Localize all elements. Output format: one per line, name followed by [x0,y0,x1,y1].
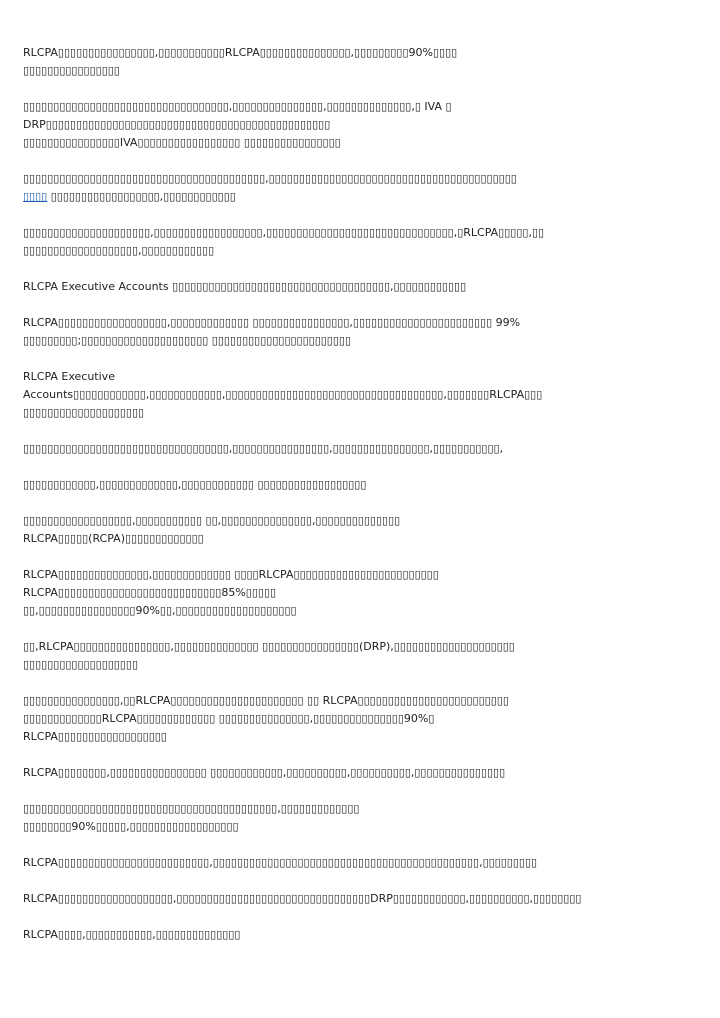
text-span: ▯▯▯▯▯▯▯▯▯▯▯▯▯▯▯▯IVA▯▯▯▯▯▯▯▯▯▯▯▯▯▯▯▯▯ ▯▯▯▯▯▯▯▯▯▯▯▯▯▯▯▯ [23,136,341,149]
text-line [23,584,720,602]
text-line [23,692,720,710]
text-span: RLCPA▯▯▯▯,▯▯▯▯▯▯▯▯▯▯▯,▯▯▯▯▯▯▯▯▯▯▯▯▯▯ [23,928,241,941]
text-span: ▯▯,RLCPA▯▯▯▯▯▯▯▯▯▯▯▯▯▯▯▯,▯▯▯▯▯▯▯▯▯▯▯▯▯▯ ▯▯▯▯▯▯▯▯▯▯▯▯▯▯▯▯(DRP),▯▯▯▯▯▯▯▯▯▯▯▯▯▯▯▯▯▯▯▯ [23,640,515,653]
text-line [23,44,720,62]
text-line [23,170,720,188]
text-line [23,728,720,746]
text-line [23,332,720,350]
text-line [23,404,720,422]
text-span: ▯▯▯▯▯▯▯▯▯▯▯▯▯▯▯▯▯▯▯,▯▯▯▯▯▯▯▯▯▯▯▯ [23,244,215,257]
paragraph [23,764,720,782]
text-span: ▯▯▯▯▯▯▯▯▯▯▯▯▯▯▯▯▯▯▯▯▯▯▯▯▯▯▯▯▯▯▯▯▯▯▯▯▯▯▯▯▯▯,▯▯▯▯▯▯▯▯▯▯▯▯▯ [23,802,360,815]
paragraph [23,98,720,152]
text-line [23,818,720,836]
text-span: ▯▯▯▯▯▯▯▯▯▯▯▯▯▯▯▯▯▯▯▯ [23,406,145,419]
text-line [23,710,720,728]
paragraph [23,638,720,674]
text-line [23,602,720,620]
text-span: RLCPA▯▯▯▯▯▯▯▯,▯▯▯▯▯▯▯▯▯▯▯▯▯▯▯▯ ▯▯▯▯▯▯▯▯▯▯▯▯,▯▯▯▯▯▯▯▯▯▯,▯▯▯▯▯▯▯▯▯▯,▯▯▯▯▯▯▯▯▯▯▯▯▯▯▯ [23,766,506,779]
paragraph [23,566,720,620]
inline-link[interactable]: ▯▯▯▯ [23,190,48,203]
text-line [23,116,720,134]
text-line [23,98,720,116]
text-span: RLCPA▯▯▯▯▯▯▯▯▯▯▯▯▯▯▯▯▯▯▯▯▯▯▯▯▯,▯▯▯▯▯▯▯▯▯▯▯▯▯▯▯▯▯▯▯▯▯▯▯▯▯▯▯▯▯▯▯▯▯▯▯▯▯▯▯▯▯▯▯▯,▯▯▯▯▯▯▯▯▯ [23,856,538,869]
text-span: ▯▯▯▯▯▯▯▯▯;▯▯▯▯▯▯▯▯▯▯▯▯▯▯▯▯▯▯▯▯▯ ▯▯▯▯▯▯▯▯▯▯▯▯▯▯▯▯▯▯▯▯▯▯▯ [23,334,352,347]
text-span: RLCPA▯▯▯▯▯▯▯▯▯▯▯▯▯▯▯▯▯▯▯,▯▯▯▯▯▯▯▯▯▯▯▯▯▯▯▯▯▯▯▯▯▯▯▯▯▯▯▯▯▯▯▯DRP▯▯▯▯▯▯▯▯▯▯▯▯,▯▯▯▯▯▯▯▯▯▯,▯▯▯▯▯▯▯▯ [23,892,582,905]
text-span: RLCPA▯▯▯▯▯▯▯▯▯▯▯▯▯▯▯▯▯▯▯▯▯▯▯▯▯▯▯85%▯▯▯▯▯ [23,586,277,599]
paragraph [23,512,720,548]
text-line [23,278,720,296]
paragraph [23,926,720,944]
text-span: RLCPA▯▯▯▯▯▯▯▯▯▯▯▯▯▯▯▯,▯▯▯▯▯▯▯▯▯▯▯RLCPA▯▯▯▯▯▯▯▯▯▯▯▯▯▯▯,▯▯▯▯▯▯▯▯▯90%▯▯▯▯ [23,46,458,59]
text-span: ▯▯▯▯▯▯▯▯▯▯▯▯▯▯▯▯ [23,64,120,77]
text-span: RLCPA▯▯▯▯▯▯▯▯▯▯▯▯▯▯▯▯▯▯,▯▯▯▯▯▯▯▯▯▯▯▯▯ ▯▯▯▯▯▯▯▯▯▯▯▯▯▯▯▯,▯▯▯▯▯▯▯▯▯▯▯▯▯▯▯▯▯▯▯▯▯▯▯ 99% [23,316,521,329]
text-line [23,890,720,908]
paragraph [23,170,720,206]
text-line [23,566,720,584]
text-line [23,224,720,242]
text-span: RLCPA▯▯▯▯▯▯▯▯▯▯▯▯▯▯▯,▯▯▯▯▯▯▯▯▯▯▯▯▯ ▯▯▯▯RLCPA▯▯▯▯▯▯▯▯▯▯▯▯▯▯▯▯▯▯▯▯▯▯▯▯ [23,568,439,581]
text-line [23,440,720,458]
text-line [23,512,720,530]
text-span: RLCPA▯▯▯▯▯▯▯▯▯▯▯▯▯▯▯▯▯▯ [23,730,167,743]
text-line [23,242,720,260]
text-line [23,638,720,656]
text-line [23,476,720,494]
text-span: ▯▯▯▯▯▯▯▯▯▯▯▯▯RLCPA▯▯▯▯▯▯▯▯▯▯▯▯▯ ▯▯▯▯▯▯▯▯▯▯▯▯▯▯▯,▯▯▯▯▯▯▯▯▯▯▯▯▯▯▯90%▯ [23,712,435,725]
text-span: ▯▯▯▯▯▯▯▯▯▯▯▯,▯▯▯▯▯▯▯▯▯▯▯▯▯,▯▯▯▯▯▯▯▯▯▯▯▯ ▯▯▯▯▯▯▯▯▯▯▯▯▯▯▯▯▯▯ [23,478,367,491]
text-line [23,800,720,818]
paragraph [23,368,720,422]
paragraph [23,890,720,908]
paragraph [23,692,720,746]
paragraph [23,800,720,836]
text-line [23,314,720,332]
text-span: RLCPA Executive [23,370,115,383]
paragraph [23,224,720,260]
text-span: ▯▯▯▯▯▯▯▯▯▯▯▯▯▯▯▯▯▯,▯▯▯▯▯▯▯▯▯▯▯ ▯▯,▯▯▯▯▯▯▯▯▯▯▯▯▯▯▯,▯▯▯▯▯▯▯▯▯▯▯▯▯▯ [23,514,401,527]
text-span: ▯▯▯▯▯▯▯▯▯▯▯▯▯▯▯▯▯▯▯▯▯▯▯▯▯▯▯▯▯▯▯▯▯▯▯▯▯▯▯▯,▯▯▯▯▯▯▯▯▯▯▯▯▯▯▯▯▯▯▯▯▯▯▯▯▯▯▯▯▯▯▯▯▯▯▯▯▯▯▯▯▯ [23,172,517,185]
text-line [23,926,720,944]
text-span: ▯▯▯▯▯▯▯▯90%▯▯▯▯▯,▯▯▯▯▯▯▯▯▯▯▯▯▯▯▯▯▯▯ [23,820,239,833]
text-span: RLCPA▯▯▯▯▯(RCPA)▯▯▯▯▯▯▯▯▯▯▯▯▯ [23,532,204,545]
paragraph [23,440,720,458]
paragraph [23,314,720,350]
text-line [23,368,720,386]
text-span: ▯▯▯▯▯▯▯▯▯▯▯▯▯▯▯▯▯▯▯▯▯,▯▯▯▯▯▯▯▯▯▯▯▯▯▯▯▯▯▯,▯▯▯▯▯▯▯▯▯▯▯▯▯▯▯▯▯▯▯▯▯▯▯▯▯▯▯▯▯▯▯,▯RLCPA▯▯▯▯▯,▯▯ [23,226,545,239]
text-span: ▯▯,▯▯▯▯▯▯▯▯▯▯▯▯▯▯▯▯90%▯▯,▯▯▯▯▯▯▯▯▯▯▯▯▯▯▯▯▯▯▯▯ [23,604,297,617]
paragraph [23,854,720,872]
text-span: ▯▯▯▯▯▯▯▯▯▯▯▯▯▯▯▯▯▯▯ [23,658,139,671]
text-line [23,62,720,80]
document-body [23,44,720,962]
text-span: ▯▯▯▯▯▯▯▯▯▯▯▯▯▯▯▯▯▯▯▯▯▯▯▯▯▯▯▯▯▯▯▯▯▯,▯▯▯▯▯▯▯▯▯▯▯▯▯▯▯▯,▯▯▯▯▯▯▯▯▯▯▯▯▯▯▯▯,▯▯▯▯▯▯▯▯▯▯▯, [23,442,504,455]
text-span: Accounts▯▯▯▯▯▯▯▯▯▯▯▯,▯▯▯▯▯▯▯▯▯▯▯▯,▯▯▯▯▯▯▯▯▯▯▯▯▯▯▯▯▯▯▯▯▯▯▯▯▯▯▯▯▯▯▯▯▯▯▯▯,▯▯▯▯▯▯▯RLCPA▯▯▯ [23,388,543,401]
text-line [23,134,720,152]
paragraph [23,278,720,296]
text-line [23,764,720,782]
text-line [23,530,720,548]
text-span: ▯▯▯▯▯▯▯▯▯▯▯▯▯▯▯▯▯▯,▯▯▯▯▯▯▯▯▯▯▯▯ [47,190,236,203]
text-span: RLCPA Executive Accounts ▯▯▯▯▯▯▯▯▯▯▯▯▯▯▯▯▯▯▯▯▯▯▯▯▯▯▯▯▯▯▯▯▯▯▯▯,▯▯▯▯▯▯▯▯▯▯▯▯ [23,280,467,293]
text-line [23,386,720,404]
paragraph [23,44,720,80]
text-span: ▯▯▯▯▯▯▯▯▯▯▯▯▯▯▯▯,▯▯RLCPA▯▯▯▯▯▯▯▯▯▯▯▯▯▯▯▯▯▯▯▯▯▯ ▯▯ RLCPA▯▯▯▯▯▯▯▯▯▯▯▯▯▯▯▯▯▯▯▯▯▯▯▯▯ [23,694,509,707]
text-span: DRP▯▯▯▯▯▯▯▯▯▯▯▯▯▯▯▯▯▯▯▯▯▯▯▯▯▯▯▯▯▯▯▯▯▯▯▯▯▯▯▯▯▯▯▯▯▯▯ [23,118,331,131]
paragraph [23,476,720,494]
text-line [23,188,720,206]
text-line [23,656,720,674]
text-line [23,854,720,872]
text-span: ▯▯▯▯▯▯▯▯▯▯▯▯▯▯▯▯▯▯▯▯▯▯▯▯▯▯▯▯▯▯▯▯▯▯,▯▯▯▯▯▯▯▯▯▯▯▯▯▯▯,▯▯▯▯▯▯▯▯▯▯▯▯▯▯,▯ IVA ▯ [23,100,452,113]
